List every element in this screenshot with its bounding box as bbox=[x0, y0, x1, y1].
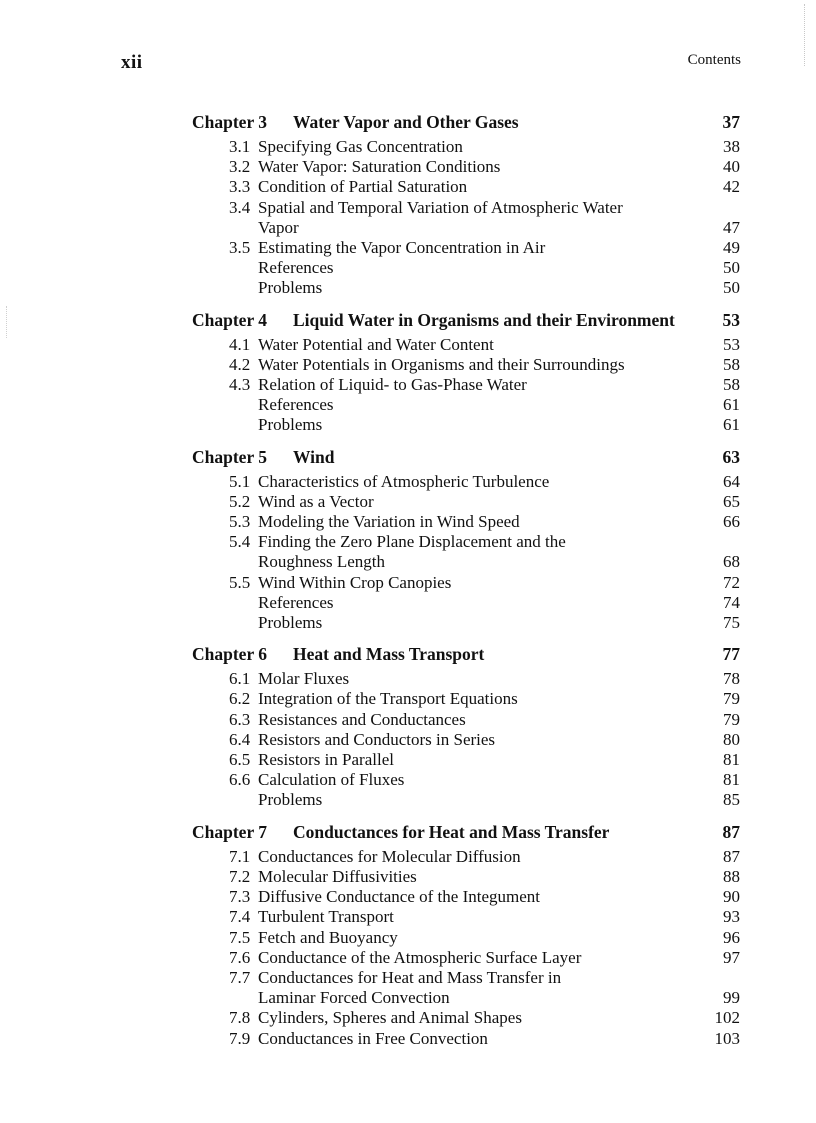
entry-text bbox=[229, 669, 349, 689]
section-number: 6.5 bbox=[229, 750, 251, 770]
section-number: 6.2 bbox=[229, 689, 251, 709]
section-number: 3.5 bbox=[229, 238, 251, 258]
entry-page: 61 bbox=[723, 415, 740, 435]
section-title: Diffusive Conductance of the Integument bbox=[258, 887, 540, 907]
toc-entry bbox=[192, 573, 740, 593]
chapter-page: 87 bbox=[722, 821, 740, 842]
toc-entry bbox=[192, 750, 740, 770]
section-number: 7.5 bbox=[229, 927, 251, 947]
entry-text bbox=[258, 790, 322, 810]
entry-page: 72 bbox=[723, 572, 740, 592]
chapter-title: Liquid Water in Organisms and their Environment bbox=[293, 309, 675, 330]
section-title: Problems bbox=[258, 790, 323, 810]
section-title: Turbulent Transport bbox=[258, 907, 394, 927]
entry-text bbox=[229, 198, 623, 238]
chapter-heading-text bbox=[192, 110, 519, 134]
entry-text bbox=[229, 238, 545, 258]
toc-entry bbox=[192, 770, 740, 790]
entry-page: 96 bbox=[723, 927, 740, 947]
entry-page: 58 bbox=[723, 375, 740, 395]
entry-page: 61 bbox=[723, 395, 740, 415]
page-number: xii bbox=[121, 52, 143, 73]
entry-text bbox=[258, 613, 322, 633]
entry-page: 65 bbox=[723, 491, 740, 511]
section-title: Resistors in Parallel bbox=[258, 750, 394, 770]
toc-entry bbox=[192, 1008, 740, 1028]
entry-text bbox=[229, 730, 495, 750]
section-title: Water Potential and Water Content bbox=[258, 334, 494, 354]
entry-page: 75 bbox=[723, 613, 740, 633]
chapter-number: Chapter 3 bbox=[192, 112, 268, 132]
toc-entry bbox=[192, 415, 740, 435]
section-title: Problems bbox=[258, 613, 323, 633]
section-title: Conductances for Molecular Diffusion bbox=[258, 846, 521, 866]
entry-page: 90 bbox=[723, 887, 740, 907]
chapter-page: 77 bbox=[722, 644, 740, 665]
toc-entry bbox=[192, 689, 740, 709]
entry-text bbox=[229, 492, 374, 512]
section-title: Specifying Gas Concentration bbox=[258, 137, 463, 156]
chapter-heading-text bbox=[192, 308, 675, 332]
chapter-page: 53 bbox=[722, 309, 740, 330]
toc-entry bbox=[192, 928, 740, 948]
chapter-block bbox=[192, 110, 740, 299]
section-number: 7.7 bbox=[229, 967, 251, 987]
toc-entry bbox=[192, 730, 740, 750]
toc-entry bbox=[192, 472, 740, 492]
section-number: 5.3 bbox=[229, 512, 251, 532]
entry-text bbox=[229, 847, 521, 867]
section-number: 3.1 bbox=[229, 137, 251, 156]
section-title: Fetch and Buoyancy bbox=[258, 927, 398, 947]
chapter-heading bbox=[192, 445, 740, 469]
toc-entry bbox=[192, 867, 740, 887]
toc-entry bbox=[192, 375, 740, 395]
section-title: Characteristics of Atmospheric Turbulence bbox=[258, 471, 550, 491]
entry-text bbox=[229, 573, 451, 593]
entry-text bbox=[229, 355, 625, 375]
section-title-continued: Roughness Length bbox=[258, 552, 386, 572]
toc-entry bbox=[192, 887, 740, 907]
toc-entry bbox=[192, 278, 740, 298]
entry-page: 68 bbox=[723, 552, 740, 572]
chapter-number: Chapter 5 bbox=[192, 446, 268, 467]
scan-edge-mark bbox=[804, 4, 806, 66]
toc-entry bbox=[192, 710, 740, 730]
chapter-block bbox=[192, 445, 740, 634]
section-title: Relation of Liquid- to Gas-Phase Water bbox=[258, 375, 527, 395]
toc-entry bbox=[192, 948, 740, 968]
section-title: Cylinders, Spheres and Animal Shapes bbox=[258, 1008, 522, 1028]
section-title: Water Potentials in Organisms and their Surroundings bbox=[258, 354, 625, 374]
toc-entry bbox=[192, 1029, 740, 1049]
entry-text bbox=[229, 1029, 488, 1049]
section-title: Finding the Zero Plane Displacement and the bbox=[258, 532, 566, 552]
entry-page: 47 bbox=[723, 217, 740, 237]
section-number: 4.2 bbox=[229, 354, 251, 374]
entry-page: 50 bbox=[723, 278, 740, 298]
section-number: 5.1 bbox=[229, 471, 251, 491]
section-title: Problems bbox=[258, 415, 323, 435]
section-title: References bbox=[258, 258, 334, 278]
section-title: Condition of Partial Saturation bbox=[258, 177, 468, 197]
entry-text bbox=[229, 928, 398, 948]
entry-text bbox=[229, 968, 561, 1008]
section-title-continued: Laminar Forced Convection bbox=[258, 988, 450, 1008]
toc-entry bbox=[192, 177, 740, 197]
entry-page: 74 bbox=[723, 592, 740, 612]
entry-page: 66 bbox=[723, 512, 740, 532]
toc-entry bbox=[192, 593, 740, 613]
running-head: Contents bbox=[687, 52, 741, 68]
entry-page: 40 bbox=[723, 157, 740, 177]
section-title: Molar Fluxes bbox=[258, 669, 350, 689]
toc-entry bbox=[192, 968, 740, 1008]
chapter-page: 37 bbox=[722, 112, 740, 132]
section-number: 6.6 bbox=[229, 770, 251, 790]
chapter-heading bbox=[192, 308, 740, 332]
section-number: 3.4 bbox=[229, 197, 251, 217]
section-number: 6.1 bbox=[229, 669, 251, 689]
section-number: 7.4 bbox=[229, 907, 251, 927]
entry-page: 97 bbox=[723, 947, 740, 967]
section-number: 7.3 bbox=[229, 887, 251, 907]
toc-entry bbox=[192, 512, 740, 532]
entry-page: 42 bbox=[723, 177, 740, 197]
toc-entry bbox=[192, 258, 740, 278]
toc-entry bbox=[192, 613, 740, 633]
toc-entry bbox=[192, 198, 740, 238]
chapter-heading bbox=[192, 110, 740, 134]
section-title: Conductance of the Atmospheric Surface Layer bbox=[258, 947, 582, 967]
chapter-block bbox=[192, 308, 740, 436]
section-title: Calculation of Fluxes bbox=[258, 770, 405, 790]
section-title: Estimating the Vapor Concentration in Air bbox=[258, 238, 546, 258]
chapter-title: Heat and Mass Transport bbox=[293, 644, 485, 665]
chapter-title: Water Vapor and Other Gases bbox=[293, 112, 519, 132]
entry-text bbox=[258, 258, 334, 278]
section-title: Modeling the Variation in Wind Speed bbox=[258, 512, 520, 532]
chapter-heading bbox=[192, 642, 740, 666]
chapter-number: Chapter 4 bbox=[192, 309, 268, 330]
chapter-number: Chapter 6 bbox=[192, 644, 268, 665]
section-title: Conductances for Heat and Mass Transfer in bbox=[258, 967, 562, 987]
entry-text bbox=[229, 948, 581, 968]
section-number: 7.2 bbox=[229, 866, 251, 886]
section-title: Integration of the Transport Equations bbox=[258, 689, 518, 709]
entry-page: 81 bbox=[723, 770, 740, 790]
section-title: Resistances and Conductances bbox=[258, 709, 466, 729]
section-number: 7.1 bbox=[229, 846, 251, 866]
section-title: Wind as a Vector bbox=[258, 491, 374, 511]
section-number: 7.8 bbox=[229, 1008, 251, 1028]
chapter-heading bbox=[192, 820, 740, 844]
entry-text bbox=[229, 770, 404, 790]
entry-text bbox=[258, 278, 322, 298]
scan-edge-mark bbox=[6, 306, 8, 338]
entry-page: 53 bbox=[723, 334, 740, 354]
section-number: 3.2 bbox=[229, 157, 251, 177]
section-number: 4.1 bbox=[229, 334, 251, 354]
entry-page: 79 bbox=[723, 709, 740, 729]
section-title: Conductances in Free Convection bbox=[258, 1028, 488, 1048]
section-title: Spatial and Temporal Variation of Atmospheric Water bbox=[258, 197, 623, 217]
section-title: Water Vapor: Saturation Conditions bbox=[258, 157, 501, 177]
entry-page: 93 bbox=[723, 907, 740, 927]
chapter-title: Conductances for Heat and Mass Transfer bbox=[293, 821, 610, 842]
entry-text bbox=[229, 710, 466, 730]
entry-text bbox=[229, 532, 566, 572]
entry-page: 103 bbox=[714, 1028, 740, 1048]
section-title-continued: Vapor bbox=[258, 217, 299, 237]
entry-text bbox=[229, 689, 518, 709]
toc-entry bbox=[192, 907, 740, 927]
entry-page: 79 bbox=[723, 689, 740, 709]
entry-text bbox=[229, 335, 494, 355]
section-title: References bbox=[258, 592, 334, 612]
section-number: 3.3 bbox=[229, 177, 251, 197]
chapter-heading-text bbox=[192, 445, 335, 469]
section-title: References bbox=[258, 395, 334, 415]
section-title: Molecular Diffusivities bbox=[258, 866, 417, 886]
entry-page: 87 bbox=[723, 846, 740, 866]
entry-text bbox=[258, 415, 322, 435]
toc-entry bbox=[192, 355, 740, 375]
entry-text bbox=[229, 375, 527, 395]
section-number: 5.2 bbox=[229, 491, 251, 511]
entry-text bbox=[229, 1008, 522, 1028]
section-number: 7.9 bbox=[229, 1028, 251, 1048]
toc-entry bbox=[192, 335, 740, 355]
section-number: 6.3 bbox=[229, 709, 251, 729]
entry-page: 80 bbox=[723, 729, 740, 749]
chapter-heading-text bbox=[192, 820, 609, 844]
toc-entry bbox=[192, 492, 740, 512]
chapter-heading-text bbox=[192, 642, 484, 666]
section-number: 4.3 bbox=[229, 375, 251, 395]
section-title: Wind Within Crop Canopies bbox=[258, 572, 452, 592]
entry-page: 99 bbox=[723, 988, 740, 1008]
entry-text bbox=[229, 137, 463, 157]
entry-text bbox=[229, 472, 549, 492]
table-of-contents bbox=[192, 110, 740, 1058]
entry-page: 78 bbox=[723, 669, 740, 689]
toc-entry bbox=[192, 238, 740, 258]
entry-page: 38 bbox=[723, 137, 740, 156]
entry-page: 58 bbox=[723, 354, 740, 374]
toc-entry bbox=[192, 137, 740, 157]
toc-entry bbox=[192, 669, 740, 689]
chapter-page: 63 bbox=[722, 446, 740, 467]
toc-entry bbox=[192, 532, 740, 572]
entry-page: 50 bbox=[723, 258, 740, 278]
entry-text bbox=[258, 395, 334, 415]
entry-page: 88 bbox=[723, 866, 740, 886]
entry-text bbox=[258, 593, 334, 613]
entry-page: 81 bbox=[723, 750, 740, 770]
entry-page: 64 bbox=[723, 471, 740, 491]
toc-entry bbox=[192, 157, 740, 177]
entry-text bbox=[229, 512, 520, 532]
section-number: 5.4 bbox=[229, 532, 251, 552]
entry-text bbox=[229, 750, 394, 770]
section-number: 7.6 bbox=[229, 947, 251, 967]
toc-entry bbox=[192, 395, 740, 415]
toc-entry bbox=[192, 847, 740, 867]
toc-entry bbox=[192, 790, 740, 810]
chapter-block bbox=[192, 820, 740, 1049]
chapter-block bbox=[192, 642, 740, 810]
chapter-title: Wind bbox=[293, 446, 335, 467]
chapter-number: Chapter 7 bbox=[192, 821, 268, 842]
section-number: 6.4 bbox=[229, 729, 251, 749]
section-title: Problems bbox=[258, 278, 323, 298]
section-title: Resistors and Conductors in Series bbox=[258, 729, 496, 749]
section-number: 5.5 bbox=[229, 572, 251, 592]
entry-text bbox=[229, 157, 500, 177]
entry-text bbox=[229, 177, 467, 197]
entry-page: 49 bbox=[723, 238, 740, 258]
entry-text bbox=[229, 907, 394, 927]
entry-text bbox=[229, 867, 417, 887]
entry-text bbox=[229, 887, 540, 907]
entry-page: 102 bbox=[714, 1008, 740, 1028]
entry-page: 85 bbox=[723, 790, 740, 810]
